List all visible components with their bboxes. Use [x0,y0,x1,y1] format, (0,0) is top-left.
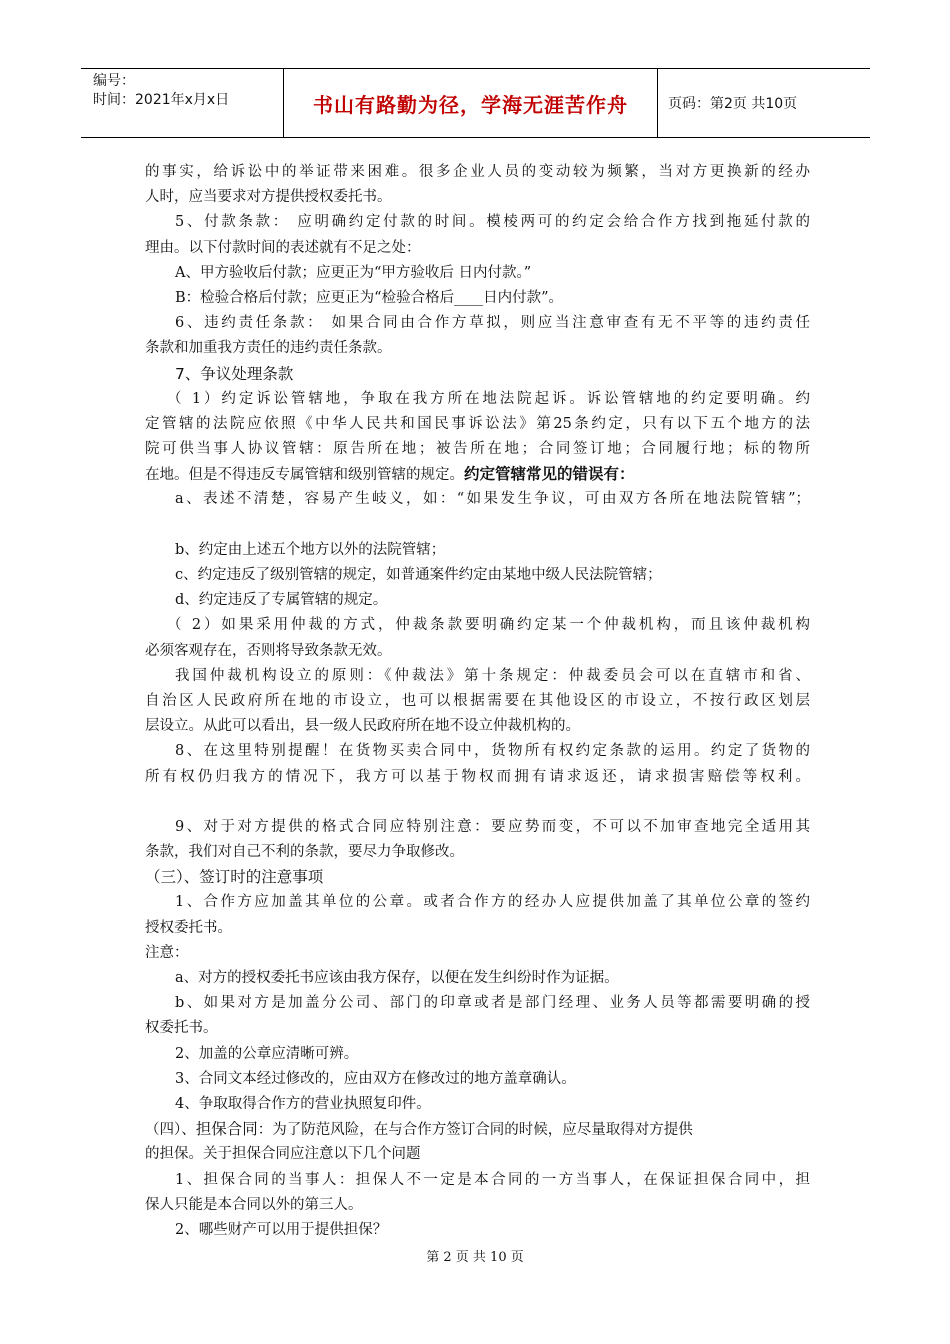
paragraph-line: 6、违约责任条款： 如果合同由合作方草拟，则应当注意审查有无不平等的违约责任 [175,315,810,332]
paragraph-line: b、约定由上述五个地方以外的法院管辖； [175,541,446,558]
paragraph-line: 3、合同文本经过修改的，应由双方在修改过的地方盖章确认。 [175,1070,576,1087]
header-page-info: 页码：第2页 共10页 [668,96,798,112]
document-number: 编号： [93,73,135,89]
header-table [81,68,870,138]
paragraph-line: 的事实，给诉讼中的举证带来困难。很多企业人员的变动较为频繁，当对方更换新的经办 [145,164,810,180]
paragraph-line: b、如果对方是加盖分公司、部门的印章或者是部门经理、业务人员等都需要明确的授 [175,995,810,1012]
paragraph-line: 注意： [145,944,189,961]
document-body [145,160,810,1243]
emphasis-text: 约定管辖常见的错误有： [464,465,635,484]
paragraph-line: 1、担保合同的当事人：担保人不一定是本合同的一方当事人，在保证担保合同中，担 [175,1171,810,1188]
paragraph-line: d、约定违反了专属管辖的规定。 [175,592,388,609]
paragraph-line: a、表述不清楚，容易产生岐义，如：“如果发生争议，可由双方各所在地法院管辖”； [175,491,810,508]
paragraph-line: 1、合作方应加盖其单位的公章。或者合作方的经办人应提供加盖了其单位公章的签约 [175,894,810,911]
header-motto: 书山有路勤为径，学海无涯苦作舟 [284,69,658,137]
section-heading: 7、争议处理条款 [175,364,294,383]
paragraph-line: 人时，应当要求对方提供授权委托书。 [145,189,392,206]
paragraph-line: 自治区人民政府所在地的市设立，也可以根据需要在其他设区的市设立，不按行政区划层 [145,692,810,709]
paragraph-line: 必须客观存在，否则将导致条款无效。 [145,642,392,659]
paragraph-line: 我国仲裁机构设立的原则：《仲裁法》第十条规定：仲裁委员会可以在直辖市和省、 [175,667,810,684]
section-heading: （三）、签订时的注意事项 [145,868,324,887]
paragraph-line: 2、加盖的公章应清晰可辨。 [175,1045,359,1062]
paragraph-text: 在地。但是不得违反专属管辖和级别管辖的规定。 [145,467,464,484]
paragraph-line: 4、争取取得合作方的营业执照复印件。 [175,1095,431,1112]
paragraph-line: 所有权仍归我方的情况下，我方可以基于物权而拥有请求返还，请求损害赔偿等权利。 [145,768,810,785]
section-heading: 担保合同 [195,1120,258,1139]
paragraph-line: 理由。以下付款时间的表述就有不足之处： [145,239,421,256]
paragraph-line: 层设立。从此可以看出，县一级人民政府所在地不设立仲裁机构的。 [145,718,580,735]
paragraph-line: 2、哪些财产可以用于提供担保？ [175,1221,388,1238]
blank-line [145,790,810,815]
paragraph-line: 保人只能是本合同以外的第三人。 [145,1196,363,1213]
paragraph-line: A、甲方验收后付款；应更正为“甲方验收后 日内付款。” [175,264,532,281]
paragraph-line: 条款，我们对自己不利的条款，要尽力争取修改。 [145,844,464,861]
paragraph-line: 8、在这里特别提醒！在货物买卖合同中，货物所有权约定条款的运用。约定了货物的 [175,743,810,760]
paragraph-line [145,462,810,487]
paragraph-line: 授权委托书。 [145,919,232,936]
paragraph-line: 权委托书。 [145,1020,218,1037]
section-number: （四）、 [145,1122,196,1139]
document-date: 时间：2021年x月x日 [93,92,230,108]
header-meta [81,69,284,137]
paragraph-line: 9、对于对方提供的格式合同应特别注意：要应势而变，不可以不加审查地完全适用其 [175,818,810,835]
paragraph-line: a、对方的授权委托书应该由我方保存，以便在发生纠纷时作为证据。 [175,970,619,986]
paragraph-line [145,1117,810,1142]
paragraph-line: （ 1）约定诉讼管辖地，争取在我方所在地法院起诉。诉讼管辖地的约定要明确。约 [167,390,810,407]
paragraph-text: ：为了防范风险，在与合作方签订合同的时候，应尽量取得对方提供 [257,1122,693,1139]
paragraph-line: 条款和加重我方责任的违约责任条款。 [145,340,392,357]
paragraph-line: 的担保。关于担保合同应注意以下几个问题 [145,1146,421,1163]
blank-line [145,513,810,538]
paragraph-line: 定管辖的法院应依照《中华人民共和国民事诉讼法》第25条约定，只有以下五个地方的法 [145,415,810,432]
paragraph-line: （ 2）如果采用仲裁的方式，仲裁条款要明确约定某一个仲裁机构，而且该仲裁机构 [167,617,810,634]
paragraph-line: 院可供当事人协议管辖：原告所在地；被告所在地；合同签订地；合同履行地；标的物所 [145,441,810,458]
paragraph-line: B：检验合格后付款；应更正为“检验合格后____日内付款”。 [175,289,563,306]
paragraph-line: c、约定违反了级别管辖的规定，如普通案件约定由某地中级人民法院管辖； [175,567,662,583]
page-footer: 第 2 页 共 10 页 [426,1250,524,1265]
paragraph-line: 5、付款条款： 应明确约定付款的时间。模棱两可的约定会给合作方找到拖延付款的 [175,214,810,231]
